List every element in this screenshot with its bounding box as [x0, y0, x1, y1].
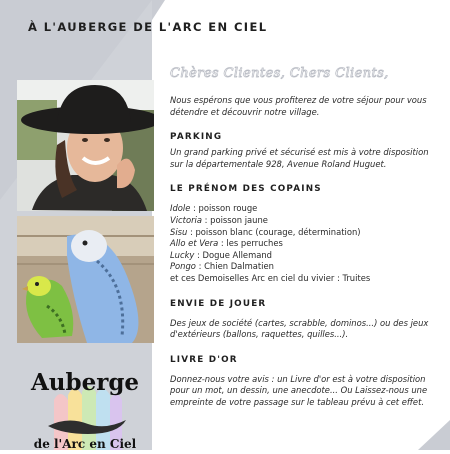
list-item [170, 215, 435, 227]
pet-name: Lucky [170, 249, 195, 260]
list-item [170, 227, 435, 239]
section-text-guestbook: Donnez-nous votre avis : un Livre d'or est à votre disposition pour un mot, un dessin, une anecdote... Ou Laissez-nous une empreinte de votre passage sur le tableau prévu à cet effet. [170, 373, 428, 407]
pet-name: Idole [170, 203, 191, 214]
photo-woman-in-hat [17, 80, 154, 211]
section-heading-pets: LE PRÉNOM DES COPAINS [170, 184, 322, 195]
photo-budgies [17, 216, 154, 343]
pet-name: Allo et Vera [170, 238, 219, 249]
pet-desc: : les perruches [218, 238, 283, 249]
pet-list [170, 203, 435, 284]
pet-name: Sisu [170, 226, 188, 237]
logo-subtitle: de l'Arc en Ciel [33, 437, 137, 450]
list-item [170, 203, 435, 215]
pet-desc: : poisson rouge [190, 203, 258, 214]
list-item [170, 261, 435, 273]
auberge-logo [18, 360, 153, 450]
logo-title: Auberge [30, 369, 140, 396]
section-text-games: Des jeux de société (cartes, scrabble, dominos...) ou des jeux d'extérieurs (ballons, raquettes, quilles...). [170, 317, 429, 340]
pet-name: Victoria [170, 214, 202, 225]
intro-paragraph: Nous espérons que vous profiterez de votre séjour pour vous détendre et découvrir notre village. [170, 95, 427, 117]
pet-desc: : poisson jaune [201, 214, 268, 225]
pet-name: Pongo [170, 261, 196, 272]
page-title: À L'AUBERGE DE L'ARC EN CIEL [28, 20, 268, 34]
list-item: et ces Demoiselles Arc en ciel du vivier : Truites [170, 272, 371, 283]
welcome-text [170, 62, 435, 409]
section-heading-games: ENVIE DE JOUER [170, 298, 267, 309]
pet-desc: : Dogue Allemand [194, 249, 272, 260]
pet-desc: : Chien Dalmatien [195, 261, 274, 272]
pet-desc: : poisson blanc (courage, détermination) [187, 226, 361, 237]
greeting: Chères Clientes, Chers Clients, [170, 66, 389, 81]
section-heading-parking: PARKING [170, 132, 223, 143]
list-item [170, 250, 435, 262]
section-heading-guestbook: LIVRE D'OR [170, 354, 238, 365]
section-text-parking: Un grand parking privé et sécurisé est mis à votre disposition sur la départementale 928, Avenue Roland Huguet. [170, 147, 429, 169]
list-item [170, 238, 435, 250]
